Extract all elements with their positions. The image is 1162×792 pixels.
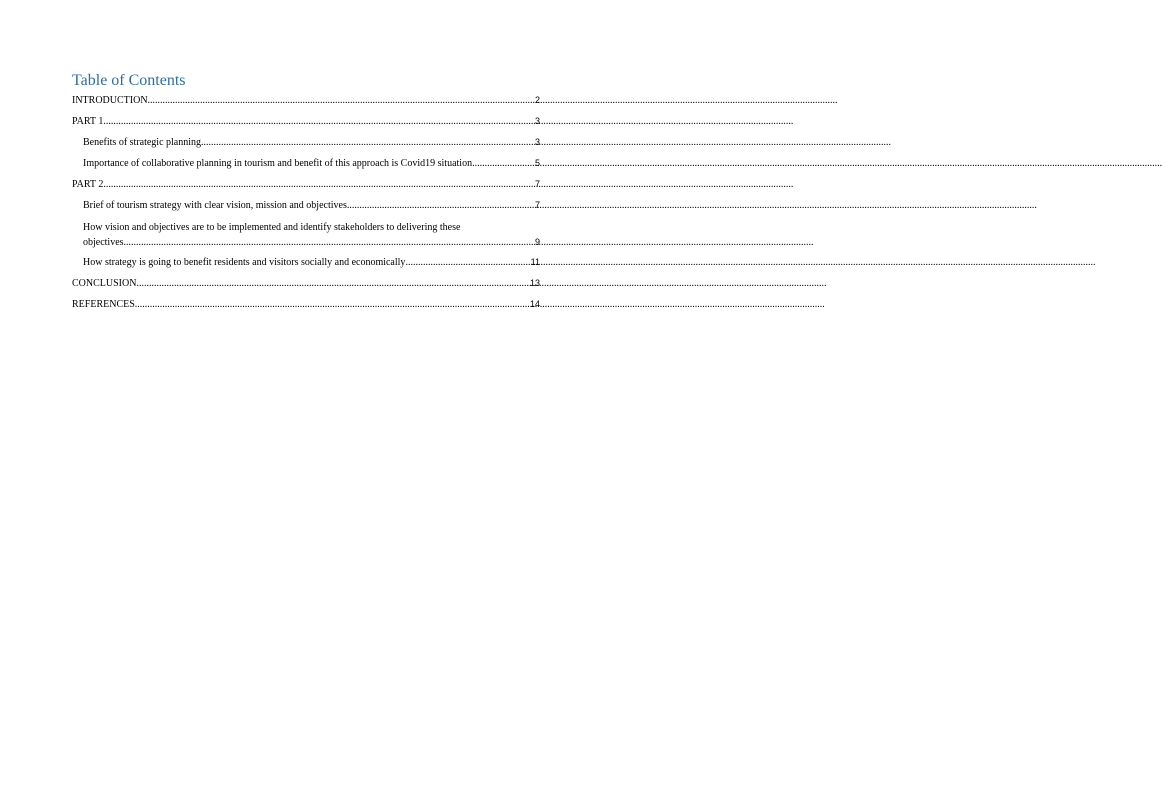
toc-entry-vision-implementation[interactable] (72, 220, 540, 250)
toc-entry-collaborative-planning[interactable] (72, 157, 540, 170)
toc-entry-page: 13 (529, 278, 540, 288)
toc-entry-label: PART 2 (72, 179, 104, 190)
toc-entry-page: 2 (534, 95, 540, 105)
dot-leader (103, 115, 534, 128)
toc-entry-part-1[interactable] (72, 115, 540, 128)
dot-leader (201, 136, 534, 149)
toc-entry-page: 7 (534, 200, 540, 210)
dot-leader (124, 235, 534, 250)
toc-entry-tourism-strategy-brief[interactable] (72, 199, 540, 212)
toc-entry-label-line1: How vision and objectives are to be implemented and identify stakeholders to delivering these (83, 222, 461, 233)
toc-title: Table of Contents (72, 72, 186, 89)
dot-leader (136, 277, 529, 290)
toc-entry-page: 7 (534, 179, 540, 189)
toc-entry-page: 14 (529, 299, 540, 309)
toc-entry-page: 11 (530, 257, 540, 267)
dot-leader (148, 94, 534, 107)
dot-leader (135, 298, 529, 311)
toc-entry-label: Importance of collaborative planning in tourism and benefit of this approach is Covid19 situation (83, 158, 473, 169)
dot-leader (347, 199, 534, 212)
toc-entry-label: Benefits of strategic planning (83, 137, 202, 148)
toc-entry-label: REFERENCES (72, 299, 135, 310)
dot-leader (103, 178, 534, 191)
toc-entry-references[interactable] (72, 298, 540, 311)
toc-entry-page: 3 (534, 137, 540, 147)
toc-entry-introduction[interactable] (72, 94, 540, 107)
document-page (72, 70, 540, 319)
toc-entry-strategy-benefits[interactable] (72, 256, 540, 269)
toc-entry-label: PART 1 (72, 116, 104, 127)
toc-entry-part-2[interactable] (72, 178, 540, 191)
toc-entry-label: CONCLUSION (72, 278, 137, 289)
toc-entry-page: 5 (534, 158, 540, 168)
toc-entry-label: Brief of tourism strategy with clear vision, mission and objectives (83, 200, 347, 211)
toc-entry-benefits-strategic-planning[interactable] (72, 136, 540, 149)
dot-leader (405, 256, 529, 269)
toc-entry-label-line2: objectives (83, 237, 124, 248)
toc-entry-label: How strategy is going to benefit residents and visitors socially and economically (83, 257, 406, 268)
toc-entry-page: 9 (534, 237, 540, 247)
dot-leader (472, 157, 534, 170)
toc-entry-label: INTRODUCTION (72, 95, 148, 106)
toc-entry-page: 3 (534, 116, 540, 126)
toc-entry-conclusion[interactable] (72, 277, 540, 290)
